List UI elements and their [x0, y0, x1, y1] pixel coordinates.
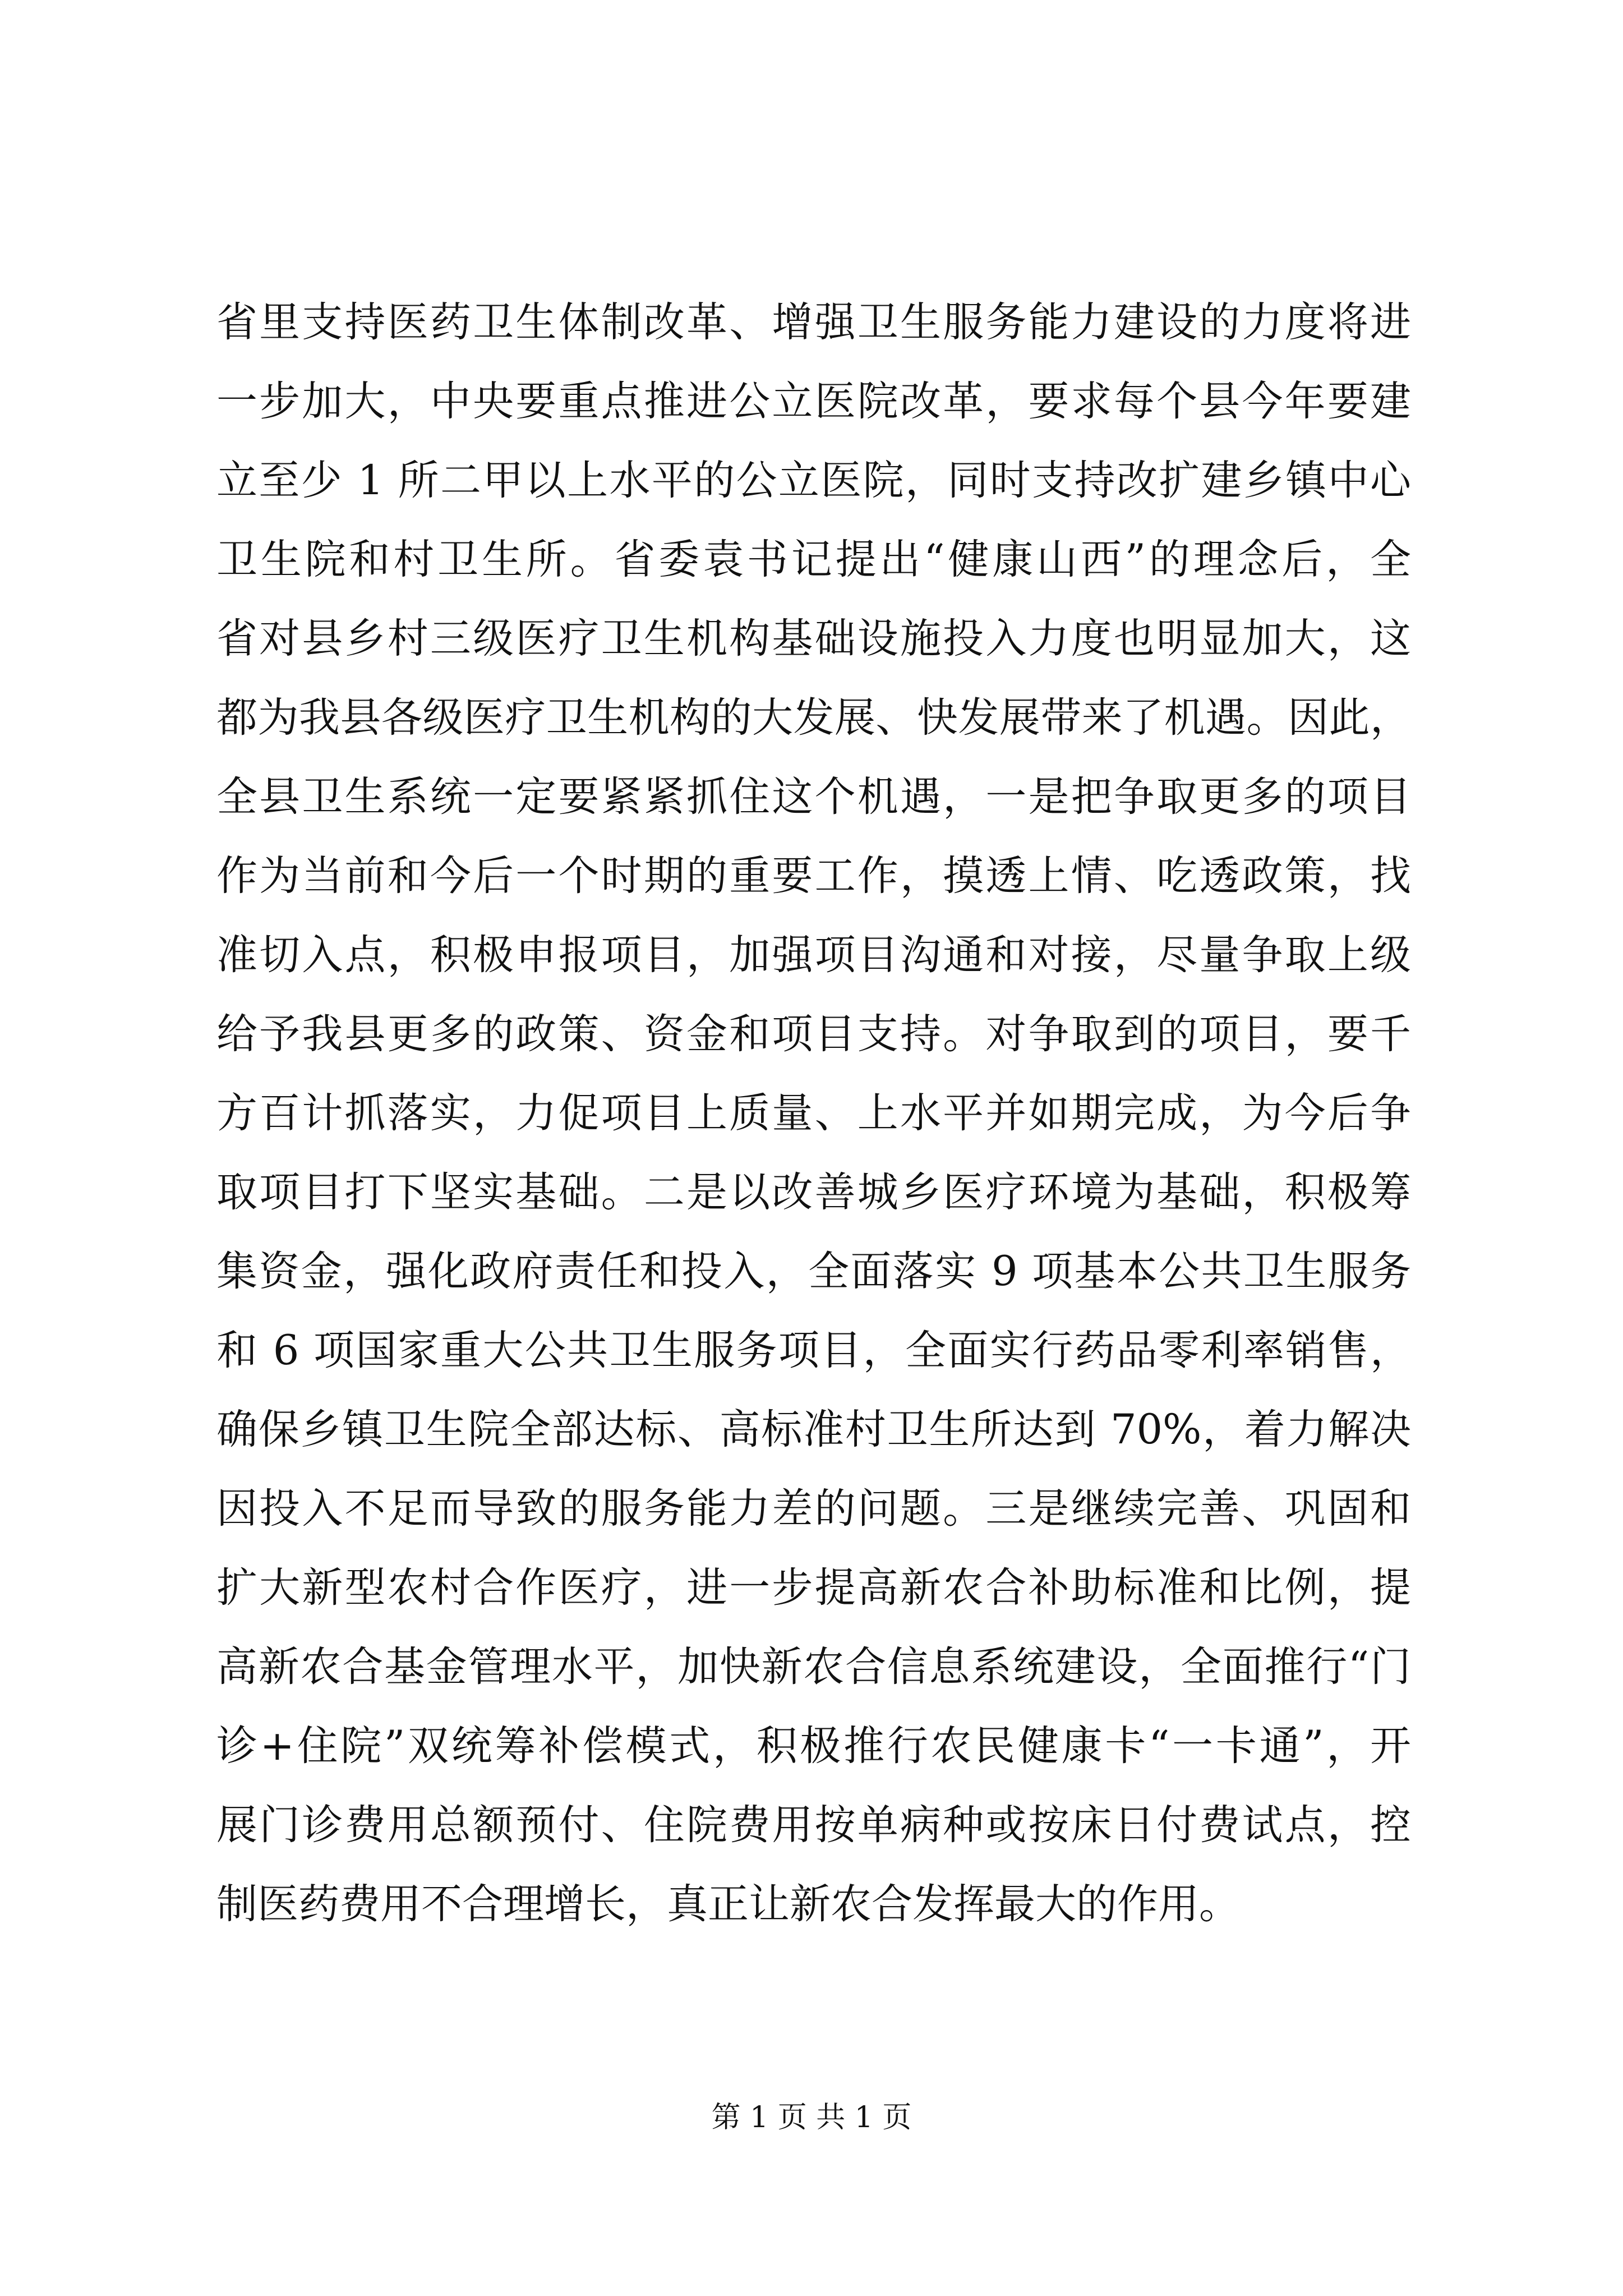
paragraph-line: 准切入点，积极申报项目，加强项目沟通和对接，尽量争取上级 [216, 931, 1411, 979]
paragraph-line: 立至少 1 所二甲以上水平的公立医院，同时支持改扩建乡镇中心 [216, 457, 1411, 504]
paragraph-line: 扩大新型农村合作医疗，进一步提高新农合补助标准和比例，提 [216, 1564, 1411, 1612]
body-paragraph [216, 283, 1411, 1944]
page-number-footer: 第 1 页 共 1 页 [711, 2101, 912, 2134]
paragraph-line: 高新农合基金管理水平，加快新农合信息系统建设，全面推行“门 [216, 1643, 1411, 1691]
paragraph-line: 确保乡镇卫生院全部达标、高标准村卫生所达到 70%，着力解决 [216, 1406, 1411, 1453]
paragraph-line: 取项目打下坚实基础。二是以改善城乡医疗环境为基础，积极筹 [216, 1168, 1411, 1216]
paragraph-line: 因投入不足而导致的服务能力差的问题。三是继续完善、巩固和 [216, 1485, 1411, 1533]
paragraph-line: 省对县乡村三级医疗卫生机构基础设施投入力度也明显加大，这 [216, 615, 1411, 662]
paragraph-line: 制医药费用不合理增长，真正让新农合发挥最大的作用。 [216, 1880, 1240, 1928]
paragraph-line: 和 6 项国家重大公共卫生服务项目，全面实行药品零利率销售， [216, 1327, 1411, 1374]
paragraph-line: 诊+住院”双统筹补偿模式，积极推行农民健康卡“一卡通”，开 [216, 1722, 1411, 1770]
paragraph-line: 全县卫生系统一定要紧紧抓住这个机遇，一是把争取更多的项目 [216, 773, 1411, 821]
paragraph-line: 展门诊费用总额预付、住院费用按单病种或按床日付费试点，控 [216, 1801, 1411, 1849]
paragraph-line: 给予我县更多的政策、资金和项目支持。对争取到的项目，要千 [216, 1010, 1411, 1058]
paragraph-line: 省里支持医药卫生体制改革、增强卫生服务能力建设的力度将进 [216, 298, 1411, 346]
paragraph-line: 都为我县各级医疗卫生机构的大发展、快发展带来了机遇。因此， [216, 694, 1411, 742]
paragraph-line: 一步加大，中央要重点推进公立医院改革，要求每个县今年要建 [216, 378, 1411, 425]
paragraph-line: 方百计抓落实，力促项目上质量、上水平并如期完成，为今后争 [216, 1089, 1411, 1137]
paragraph-line: 作为当前和今后一个时期的重要工作，摸透上情、吃透政策，找 [216, 852, 1411, 900]
paragraph-line: 卫生院和村卫生所。省委袁书记提出“健康山西”的理念后，全 [216, 536, 1411, 583]
paragraph-line: 集资金，强化政府责任和投入，全面落实 9 项基本公共卫生服务 [216, 1248, 1411, 1295]
